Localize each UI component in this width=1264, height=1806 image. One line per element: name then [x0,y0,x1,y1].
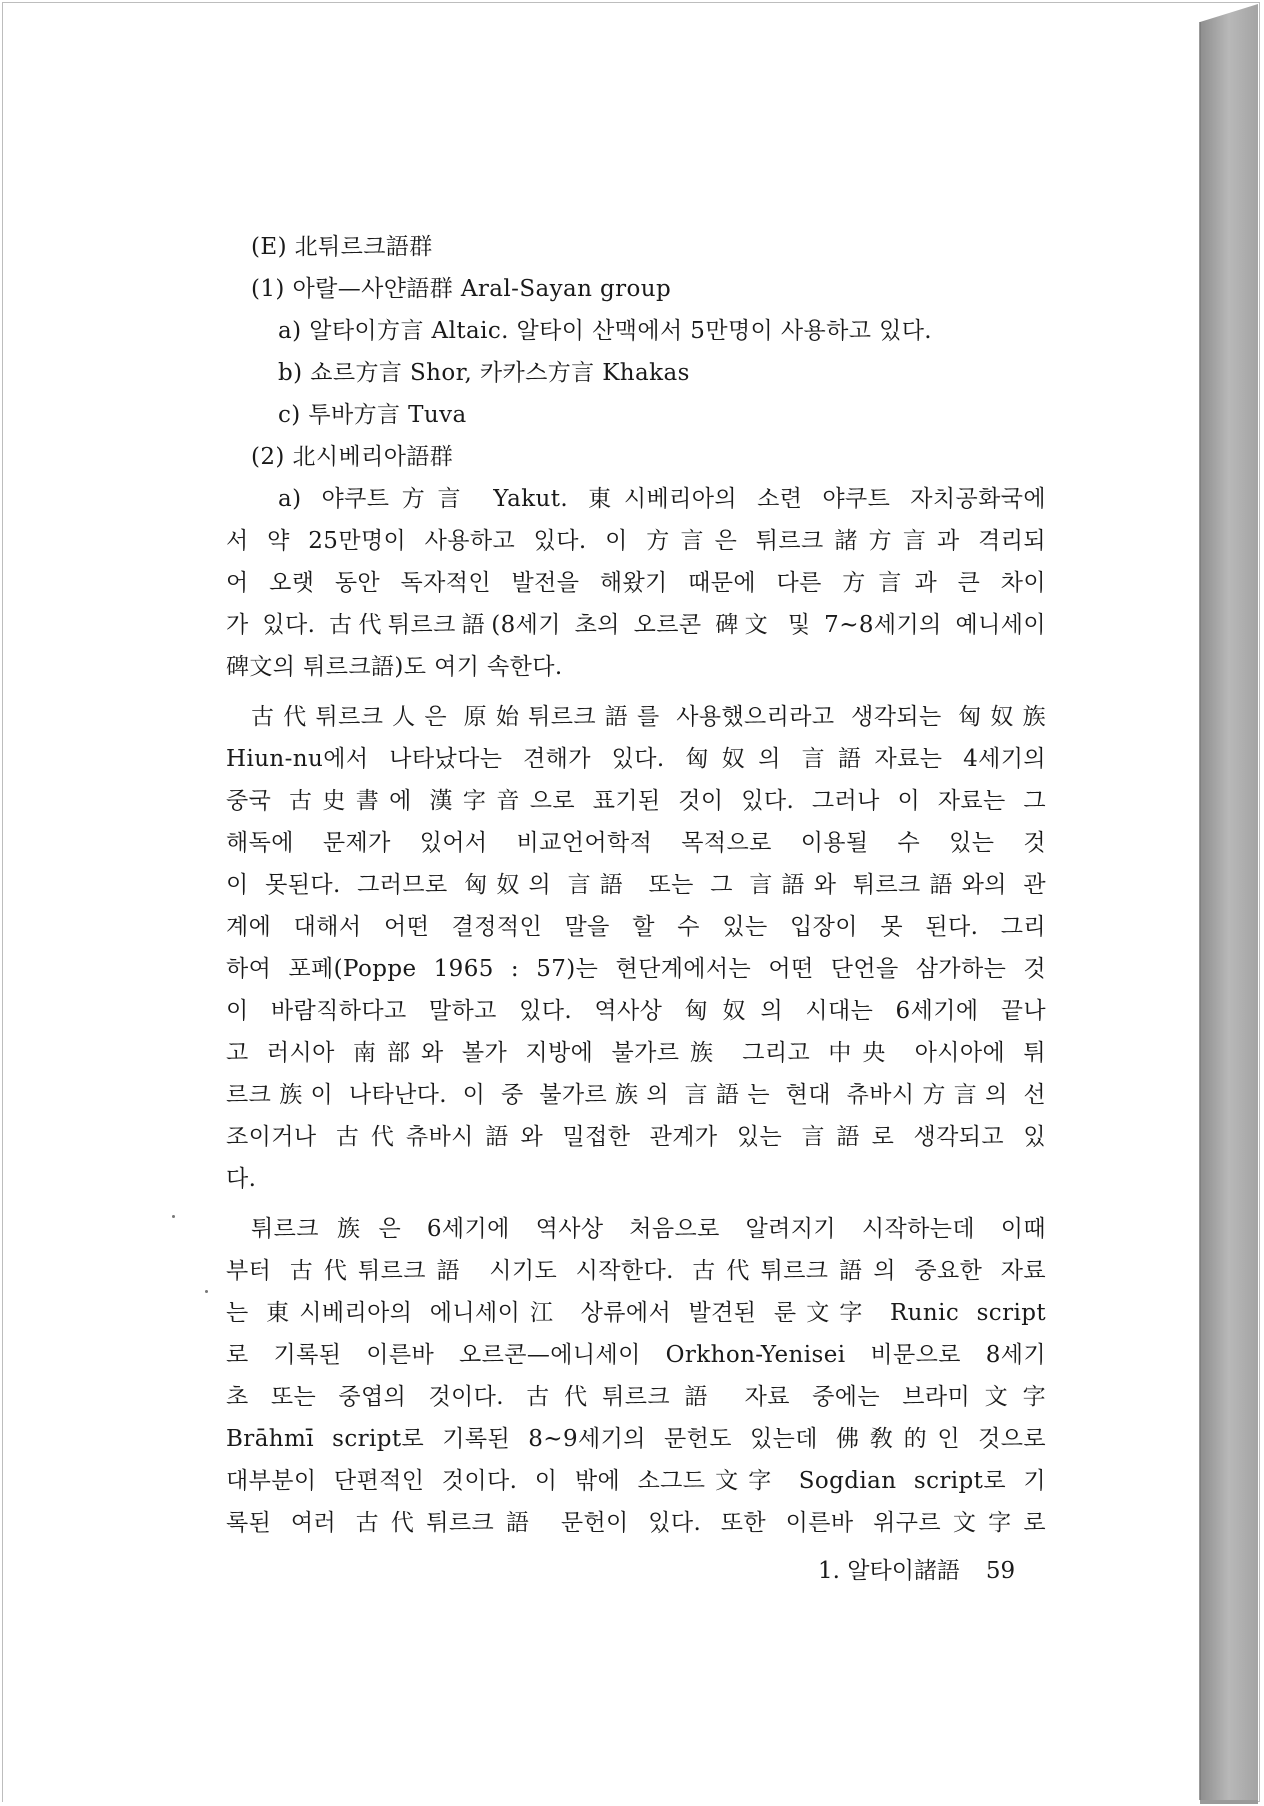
heading-2: (2) 北시베리아語群 [251,444,454,470]
paragraph-line: 해독에 문제가 있어서 비교언어학적 목적으로 이용될 수 있는 것 [226,830,1046,856]
paragraph-line: 하여 포페(Poppe 1965 : 57)는 현단계에서는 어떤 단언을 삼가하는 것 [226,956,1046,982]
page-number: 59 [985,1558,1016,1584]
item-a-altaic: a) 알타이方言 Altaic. 알타이 산맥에서 5만명이 사용하고 있다. [278,318,933,344]
paragraph-line: 서 약 25만명이 사용하고 있다. 이 方言은 튀르크諸方言과 격리되 [226,528,1046,554]
paragraph-line: Hiun-nu에서 나타났다는 견해가 있다. 匈奴의 言語자료는 4세기의 [226,746,1046,772]
item-b-shor: b) 쇼르方言 Shor, 카카스方言 Khakas [278,360,690,386]
paragraph-line: 이 못된다. 그러므로 匈奴의 言語 또는 그 言語와 튀르크語와의 관 [226,872,1046,898]
running-footer [818,1552,1015,1585]
paragraph-line: 계에 대해서 어떤 결정적인 말을 할 수 있는 입장이 못 된다. 그리 [226,914,1046,940]
paragraph-line: 부터 古代튀르크語 시기도 시작한다. 古代튀르크語의 중요한 자료 [226,1258,1046,1284]
scan-speck [172,1215,175,1218]
paragraph-line: 록된 여러 古代튀르크語 문헌이 있다. 또한 이른바 위구르文字로 [226,1510,1046,1536]
item-c-tuva: c) 투바方言 Tuva [278,402,467,428]
paragraph-line: 碑文의 튀르크語)도 여기 속한다. [226,654,563,680]
heading-e: (E) 北튀르크語群 [251,234,433,260]
paragraph-line: 르크族이 나타난다. 이 중 불가르族의 言語는 현대 츄바시方言의 선 [226,1082,1046,1108]
paragraph-sixth-century [226,1208,1046,1544]
paragraph-line: 어 오랫 동안 독자적인 발전을 해왔기 때문에 다른 方言과 큰 차이 [226,570,1046,596]
page-body [226,226,1046,1544]
footer-section-title: 1. 알타이諸語 [818,1558,960,1584]
paragraph-line: 는 東시베리아의 에니세이江 상류에서 발견된 룬文字 Runic script [226,1300,1046,1326]
paragraph-line: 튀르크族은 6세기에 역사상 처음으로 알려지기 시작하는데 이때 [251,1216,1046,1242]
paragraph-line: 초 또는 중엽의 것이다. 古代튀르크語 자료 중에는 브라미文字 [226,1384,1046,1410]
paragraph-line: 다. [226,1166,257,1192]
heading-1: (1) 아랄—사얀語群 Aral-Sayan group [251,276,672,302]
paragraph-line: 이 바람직하다고 말하고 있다. 역사상 匈奴의 시대는 6세기에 끝나 [226,998,1046,1024]
paragraph-line: Brāhmī script로 기록된 8~9세기의 문헌도 있는데 佛敎的인 것으로 [226,1426,1046,1452]
paragraph-line: 조이거나 古代츄바시語와 밀접한 관계가 있는 言語로 생각되고 있 [226,1124,1046,1150]
paragraph-line: 로 기록된 이른바 오르콘—에니세이 Orkhon-Yenisei 비문으로 8세기 [226,1342,1046,1368]
paragraph-yakut [226,478,1046,688]
paragraph-line: 가 있다. 古代튀르크語(8세기 초의 오르콘 碑文 및 7~8세기의 예니세이 [226,612,1046,638]
paragraph-line: 古代튀르크人은 原始튀르크語를 사용했으리라고 생각되는 匈奴族 [251,704,1046,730]
paragraph-line: 대부분이 단편적인 것이다. 이 밖에 소그드文字 Sogdian script로 기 [226,1468,1046,1494]
paragraph-ancient-turks [226,696,1046,1200]
paragraph-line: a) 야쿠트方言 Yakut. 東시베리아의 소련 야쿠트 자치공화국에 [278,486,1046,512]
paragraph-line: 고 러시아 南部와 볼가 지방에 불가르族 그리고 中央 아시아에 튀 [226,1040,1046,1066]
paragraph-line: 중국 古史書에 漢字音으로 표기된 것이 있다. 그러나 이 자료는 그 [226,788,1046,814]
scan-speck [205,1290,208,1293]
